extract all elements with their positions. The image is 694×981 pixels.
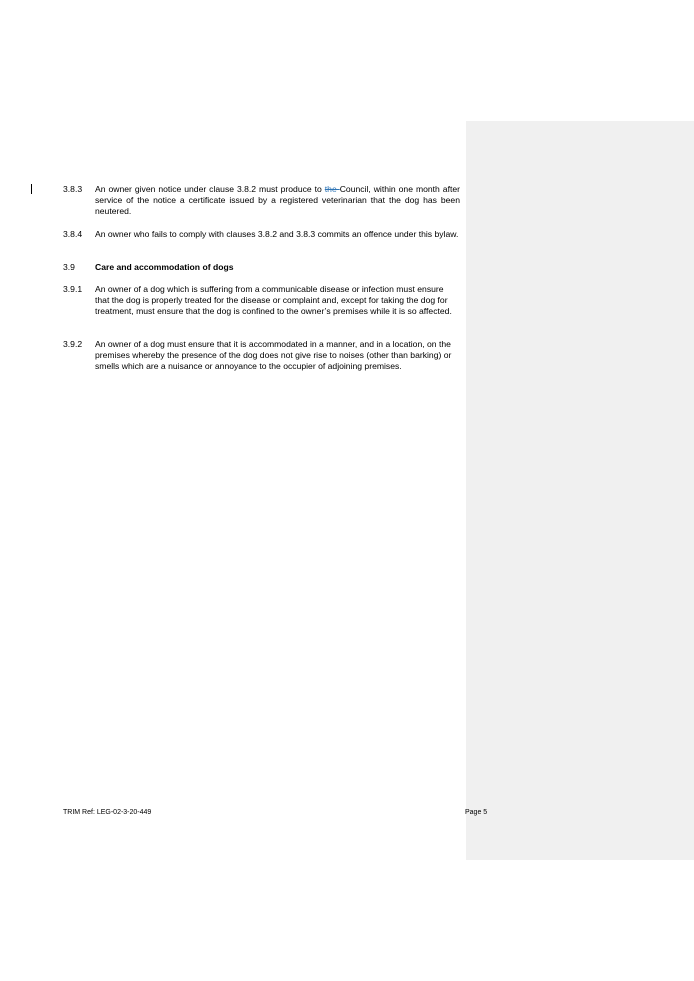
- clause-3-8-3: [63, 184, 460, 217]
- tracked-deletion: the: [324, 184, 340, 194]
- clause-text-after: Council, within one month after service of the notice a certificate issued by a registered veterinarian that the dog has been neutered.: [95, 184, 460, 216]
- section-number: 3.9: [63, 262, 75, 272]
- clause-3-9-2: [63, 339, 460, 372]
- section-3-9-heading: [63, 262, 460, 273]
- footer-trim-ref: TRIM Ref: LEG-02-3-20-449: [63, 809, 152, 816]
- clause-number: 3.8.3: [63, 184, 83, 194]
- clause-text: An owner of a dog which is suffering from a communicable disease or infection must ensure that the dog is properly treated for the disease or complaint and, except for taking the dog for treatment, must ensure that the dog is confined to the owner’s premises while it is so affected.: [95, 284, 452, 316]
- clause-number: 3.9.1: [63, 284, 83, 294]
- footer-page-number: Page 5: [465, 809, 488, 816]
- section-heading: Care and accommodation of dogs: [95, 262, 234, 272]
- clause-text: [95, 184, 460, 217]
- clause-text: An owner who fails to comply with clauses 3.8.2 and 3.8.3 commits an offence under this bylaw.: [95, 229, 459, 239]
- clause-text-before: An owner given notice under clause 3.8.2 must produce to: [95, 184, 325, 194]
- comment-pane: [466, 121, 694, 860]
- clause-3-9-1: [63, 284, 460, 317]
- clause-number: 3.9.2: [63, 339, 83, 349]
- clause-text: An owner of a dog must ensure that it is accommodated in a manner, and in a location, on the premises whereby the presence of the dog does not give rise to noises (other than barking) or smells which are a nuisance or annoyance to the occupier of adjoining premises.: [95, 339, 452, 371]
- clause-number: 3.8.4: [63, 229, 83, 239]
- clause-3-8-4: [63, 229, 460, 240]
- change-bar: [31, 184, 32, 194]
